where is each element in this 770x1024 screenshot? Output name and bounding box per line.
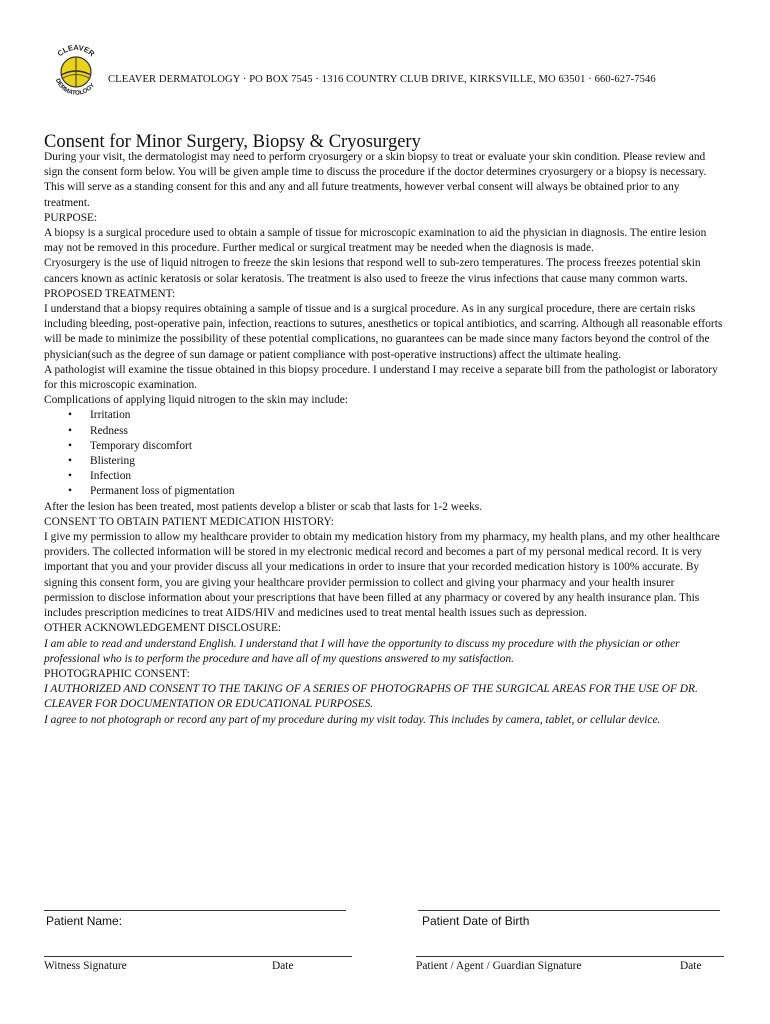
treatment-risks-paragraph: I understand that a biopsy requires obtaining a sample of tissue and is a surgical procedure. As in any surgical procedure, there are certain risks including bleeding, post-operative pain, infection, reactions to sutures, anesthetics or topical antibiotics, and scarring. Although all reasonable efforts will be made to minimize the possibility of these potential complications, no guarantees can be made since many factors beyond the control of the physician(such as the degree of sun damage or patient compliance with post-operative instructions) affect the ultimate healing. xyxy=(44,303,723,361)
patient-dob-label: Patient Date of Birth xyxy=(422,914,530,928)
purpose-heading: PURPOSE: xyxy=(44,211,98,224)
list-item: • Redness xyxy=(68,424,724,439)
guardian-signature-line[interactable] xyxy=(416,956,724,957)
no-recording-paragraph: I agree to not photograph or record any part of my procedure during my visit today. This includes by camera, tablet, or cellular device. xyxy=(44,713,661,726)
treatment-heading: PROPOSED TREATMENT: xyxy=(44,287,176,300)
list-item: • Infection xyxy=(68,469,724,484)
logo-top-text: CLEAVER xyxy=(55,42,97,59)
list-item: • Permanent loss of pigmentation xyxy=(68,484,724,499)
intro-paragraph: During your visit, the dermatologist may need to perform cryosurgery or a skin biopsy to treat or evaluate your skin condition. Please review and sign the consent form below. You will be given ample time to discuss the procedure if the doctor determines cryosurgery or a biopsy is necessary. This will serve as a standing consent for this and any and all future treatments, however verbal consent will always be obtained prior to any treatment. xyxy=(44,151,707,209)
clinic-address-header: CLEAVER DERMATOLOGY · PO BOX 7545 · 1316 COUNTRY CLUB DRIVE, KIRKSVILLE, MO 63501 · 660-627-7546 xyxy=(108,74,656,85)
patient-name-line[interactable] xyxy=(44,910,346,911)
photo-consent-paragraph: I AUTHORIZED AND CONSENT TO THE TAKING OF A SERIES OF PHOTOGRAPHS OF THE SURGICAL AREAS FOR THE USE OF DR. CLEAVER FOR DOCUMENTATION OR EDUCATIONAL PURPOSES. xyxy=(44,683,698,711)
guardian-date-label: Date xyxy=(680,960,702,972)
list-item: • Temporary discomfort xyxy=(68,439,724,454)
consent-body xyxy=(44,150,724,728)
medication-paragraph: I give my permission to allow my healthcare provider to obtain my medication history from my pharmacy, my health plans, and my other healthcare providers. The collected information will be stored in my electronic medical record and becomes a part of my personal medical record. It is very important that you and your provider discuss all your medications in order to insure that your recorded medication history is 100% accurate. By signing this consent form, you are giving your healthcare provider permission to collect and giving your pharmacy and your health insurer permission to disclose information about your prescriptions that have been filled at any pharmacy or covered by any health insurance plan. This includes prescription medicines to treat AIDS/HIV and medicines used to treat mental health issues such as depression. xyxy=(44,531,720,620)
treatment-complications-intro: Complications of applying liquid nitrogen to the skin may include: xyxy=(44,394,349,407)
purpose-biopsy-paragraph: A biopsy is a surgical procedure used to obtain a sample of tissue for microscopic examination to aid the physician in diagnosis. The entire lesion may not be removed in this procedure. Further medical or surgical treatment may be needed when the diagnosis is made. xyxy=(44,227,707,255)
photo-consent-heading: PHOTOGRAPHIC CONSENT: xyxy=(44,667,190,680)
logo-bottom-text: DERMATOLOGY xyxy=(53,77,97,97)
list-item: • Irritation xyxy=(68,408,724,423)
list-item: • Blistering xyxy=(68,454,724,469)
witness-signature-line[interactable] xyxy=(44,956,352,957)
acknowledgement-paragraph: I am able to read and understand English. I understand that I will have the opportunity to discuss my procedure with the physician or other professional who is to perform the procedure and have all of my questions answered to my satisfaction. xyxy=(44,637,680,665)
purpose-cryosurgery-paragraph: Cryosurgery is the use of liquid nitrogen to freeze the skin lesions that respond well to sub-zero temperatures. The process freezes potential skin cancers known as actinic keratosis or solar keratosis. The treatment is also used to freeze the virus infections that cause many common warts. xyxy=(44,257,701,285)
patient-dob-line[interactable] xyxy=(418,910,720,911)
treatment-pathologist-paragraph: A pathologist will examine the tissue obtained in this biopsy procedure. I understand I may receive a separate bill from the pathologist or laboratory for this microscopic examination. xyxy=(44,363,718,392)
guardian-signature-label: Patient / Agent / Guardian Signature xyxy=(416,960,582,972)
witness-date-label: Date xyxy=(272,960,294,972)
after-treatment-paragraph: After the lesion has been treated, most patients develop a blister or scab that lasts for 1-2 weeks. xyxy=(44,500,483,513)
acknowledgement-heading: OTHER ACKNOWLEDGEMENT DISCLOSURE: xyxy=(44,622,282,635)
medication-heading: CONSENT TO OBTAIN PATIENT MEDICATION HISTORY: xyxy=(44,515,334,528)
page-title: Consent for Minor Surgery, Biopsy & Cryosurgery xyxy=(44,132,421,152)
patient-name-label: Patient Name: xyxy=(46,914,123,928)
complications-list xyxy=(44,408,724,499)
cleaver-logo xyxy=(48,40,104,100)
witness-signature-label: Witness Signature xyxy=(44,960,127,972)
